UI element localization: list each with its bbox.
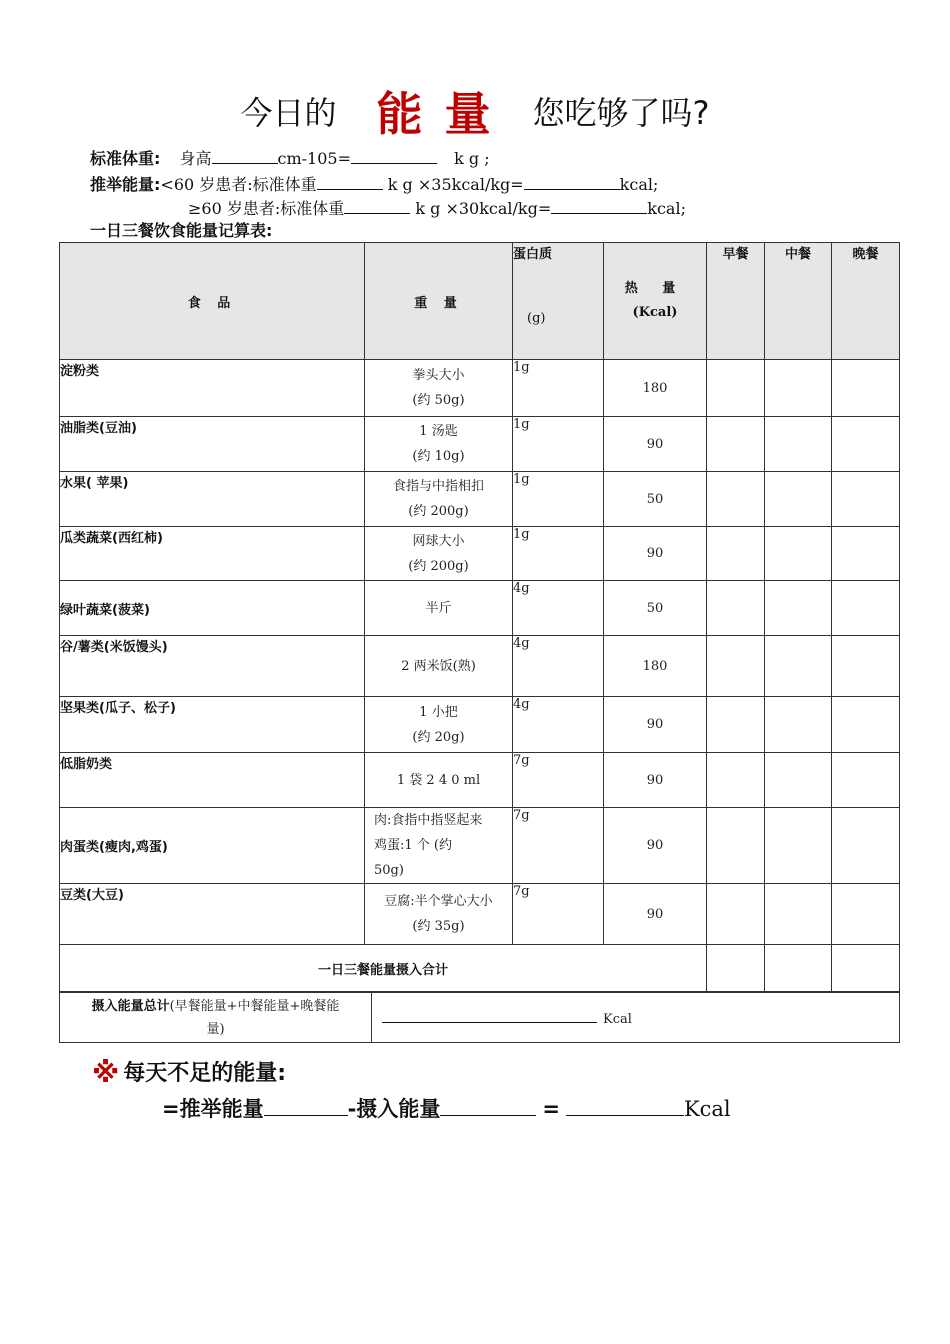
deficit-title-text: 每天不足的能量: xyxy=(123,1061,287,1086)
weight-line-1: 网球大小 xyxy=(412,533,465,549)
protein-cell: 4g xyxy=(513,581,604,636)
header-breakfast: 早餐 xyxy=(707,243,765,360)
title-prefix: 今日的 xyxy=(240,94,337,132)
protein-cell: 1g xyxy=(513,417,604,472)
weight-cell xyxy=(365,360,513,417)
rec-energy-cond-2: ≥60 岁患者:标准体重 xyxy=(188,199,345,218)
deficit-result-blank[interactable] xyxy=(566,1097,684,1116)
dinner-cell[interactable] xyxy=(832,360,900,417)
table-title: 一日三餐饮食能量记算表: xyxy=(90,221,273,240)
weight-line-2: (约 50g) xyxy=(412,393,465,408)
weight-line-1: 1 小把 xyxy=(419,704,458,720)
deficit-unit: Kcal xyxy=(683,1097,731,1121)
height-blank[interactable] xyxy=(212,149,278,164)
protein-cell: 1g xyxy=(513,527,604,581)
table-row xyxy=(60,417,900,472)
deficit-formula xyxy=(162,1093,731,1123)
energy-table xyxy=(59,242,900,992)
intake-total-note-2: 量) xyxy=(206,1021,225,1037)
std-weight-blank[interactable] xyxy=(351,149,437,164)
weight-cell xyxy=(365,581,513,636)
reference-mark-icon: ※ xyxy=(92,1056,120,1089)
lunch-cell[interactable] xyxy=(765,472,832,527)
protein-cell: 4g xyxy=(513,697,604,753)
heat-cell: 50 xyxy=(604,581,707,636)
weight-cell xyxy=(365,808,513,884)
weight-line-2: (约 20g) xyxy=(412,729,465,745)
kcal-blank-2[interactable] xyxy=(551,199,647,214)
lunch-cell[interactable] xyxy=(765,581,832,636)
weight-line-1: 食指与中指相扣 xyxy=(392,479,484,494)
weight-cell xyxy=(365,417,513,472)
breakfast-cell[interactable] xyxy=(707,808,765,884)
deficit-part-3: = xyxy=(542,1097,560,1121)
deficit-title xyxy=(92,1056,286,1089)
weight-line-2: 鸡蛋:1 个 (约 xyxy=(374,838,452,853)
weight-line-2: (约 10g) xyxy=(412,449,465,464)
breakfast-cell[interactable] xyxy=(707,753,765,808)
kcal-blank-1[interactable] xyxy=(524,175,620,190)
table-row xyxy=(60,360,900,417)
std-weight-unit: k g ; xyxy=(454,149,490,168)
dinner-cell[interactable] xyxy=(832,527,900,581)
rec-energy-line-2 xyxy=(188,196,686,219)
intake-total-table xyxy=(59,992,900,1043)
rec-energy-cond-1: <60 岁患者:标准体重 xyxy=(160,175,317,194)
deficit-part-2: -摄入能量 xyxy=(347,1097,441,1121)
heat-cell: 90 xyxy=(604,527,707,581)
title-highlight: 能量 xyxy=(376,87,513,141)
food-cell: 低脂奶类 xyxy=(60,753,365,808)
table-row xyxy=(60,636,900,697)
weight-line-1: 豆腐:半个掌心大小 xyxy=(384,894,493,909)
weight-cell xyxy=(365,697,513,753)
food-cell: 淀粉类 xyxy=(60,360,365,417)
weight-cell xyxy=(365,753,513,808)
protein-cell: 1g xyxy=(513,472,604,527)
weight-cell xyxy=(365,472,513,527)
lunch-total-cell[interactable] xyxy=(765,945,832,992)
protein-cell: 4g xyxy=(513,636,604,697)
dinner-cell[interactable] xyxy=(832,808,900,884)
intake-total-blank[interactable] xyxy=(382,1008,597,1023)
intake-total-value-cell xyxy=(372,993,900,1043)
table-row xyxy=(60,884,900,945)
heat-cell: 180 xyxy=(604,360,707,417)
intake-total-label-cell xyxy=(60,993,372,1043)
lunch-cell[interactable] xyxy=(765,636,832,697)
weight-line-2: (约 35g) xyxy=(412,919,465,934)
header-heat-unit: (Kcal) xyxy=(632,305,678,320)
heat-cell: 90 xyxy=(604,884,707,945)
dinner-cell[interactable] xyxy=(832,697,900,753)
recommended-energy-blank[interactable] xyxy=(264,1097,348,1116)
intake-total-label: 摄入能量总计 xyxy=(91,998,170,1014)
std-weight-formula-text: cm-105= xyxy=(277,149,351,168)
weight-line-1: 半斤 xyxy=(425,600,452,616)
table-row xyxy=(60,697,900,753)
lunch-cell[interactable] xyxy=(765,527,832,581)
std-weight-label: 标准体重: xyxy=(90,149,161,168)
rec-energy-line-1 xyxy=(90,172,658,195)
rec-energy-mid-2: k g ×30kcal/kg= xyxy=(415,199,552,218)
breakfast-cell[interactable] xyxy=(707,527,765,581)
intake-total-unit: Kcal xyxy=(603,1012,632,1027)
table-row xyxy=(60,808,900,884)
dinner-cell[interactable] xyxy=(832,472,900,527)
deficit-part-1: =推举能量 xyxy=(162,1097,264,1121)
std-weight-line xyxy=(90,146,490,169)
dinner-cell[interactable] xyxy=(832,417,900,472)
protein-cell: 7g xyxy=(513,808,604,884)
lunch-cell[interactable] xyxy=(765,884,832,945)
heat-cell: 180 xyxy=(604,636,707,697)
weight-line-2: (约 200g) xyxy=(408,558,469,574)
header-lunch: 中餐 xyxy=(765,243,832,360)
food-cell: 瓜类蔬菜(西红柿) xyxy=(60,527,365,581)
breakfast-cell[interactable] xyxy=(707,581,765,636)
header-weight: 重 量 xyxy=(365,243,513,360)
table-row xyxy=(60,581,900,636)
breakfast-cell[interactable] xyxy=(707,417,765,472)
food-cell: 肉蛋类(瘦肉,鸡蛋) xyxy=(60,808,365,884)
breakfast-cell[interactable] xyxy=(707,472,765,527)
weight-line-1: 1 袋 2 4 0 ml xyxy=(396,772,481,788)
std-weight-height-text: 身高 xyxy=(179,149,212,168)
heat-cell: 90 xyxy=(604,697,707,753)
weight-cell xyxy=(365,636,513,697)
header-protein xyxy=(513,243,604,360)
lunch-cell[interactable] xyxy=(765,808,832,884)
heat-cell: 90 xyxy=(604,417,707,472)
weight-line-1: 拳头大小 xyxy=(412,368,465,383)
food-cell: 谷/薯类(米饭馒头) xyxy=(60,636,365,697)
dinner-cell[interactable] xyxy=(832,581,900,636)
weight-cell xyxy=(365,884,513,945)
title-suffix: 您吃够了吗? xyxy=(532,94,710,132)
lunch-cell[interactable] xyxy=(765,360,832,417)
weight-cell xyxy=(365,527,513,581)
food-cell: 油脂类(豆油) xyxy=(60,417,365,472)
intake-total-note: (早餐能量+中餐能量+晚餐能 xyxy=(169,998,340,1014)
intake-energy-blank[interactable] xyxy=(440,1097,536,1116)
table-row xyxy=(60,527,900,581)
heat-cell: 90 xyxy=(604,753,707,808)
rec-energy-label: 推举能量: xyxy=(90,175,161,194)
header-food: 食 品 xyxy=(60,243,365,360)
total-row xyxy=(60,945,900,992)
weight-line-1: 肉:食指中指竖起来 xyxy=(374,813,483,828)
rec-energy-unit-1: kcal; xyxy=(619,175,659,194)
breakfast-cell[interactable] xyxy=(707,884,765,945)
weight-blank-1[interactable] xyxy=(317,175,383,190)
breakfast-total-cell[interactable] xyxy=(707,945,765,992)
header-dinner: 晚餐 xyxy=(832,243,900,360)
dinner-cell[interactable] xyxy=(832,636,900,697)
weight-blank-2[interactable] xyxy=(344,199,410,214)
weight-line-1: 2 两米饭(熟) xyxy=(401,658,476,674)
weight-line-1: 1 汤匙 xyxy=(419,424,458,439)
header-protein-label: 蛋白质 xyxy=(513,247,553,262)
dinner-total-cell[interactable] xyxy=(832,945,900,992)
dinner-cell[interactable] xyxy=(832,753,900,808)
lunch-cell[interactable] xyxy=(765,753,832,808)
food-cell: 绿叶蔬菜(菠菜) xyxy=(60,581,365,636)
rec-energy-unit-2: kcal; xyxy=(647,199,686,218)
lunch-cell[interactable] xyxy=(765,417,832,472)
food-cell: 豆类(大豆) xyxy=(60,884,365,945)
lunch-cell[interactable] xyxy=(765,697,832,753)
page-title xyxy=(0,78,950,144)
header-heat xyxy=(604,243,707,360)
weight-line-2: (约 200g) xyxy=(408,504,469,519)
breakfast-cell[interactable] xyxy=(707,360,765,417)
protein-cell: 1g xyxy=(513,360,604,417)
breakfast-cell[interactable] xyxy=(707,636,765,697)
protein-cell: 7g xyxy=(513,884,604,945)
header-heat-label: 热 量 xyxy=(624,281,686,296)
header-protein-unit: (g) xyxy=(527,311,546,326)
protein-cell: 7g xyxy=(513,753,604,808)
weight-line-3: 50g) xyxy=(374,863,404,878)
total-row-label: 一日三餐能量摄入合计 xyxy=(60,945,707,992)
breakfast-cell[interactable] xyxy=(707,697,765,753)
food-cell: 水果( 苹果) xyxy=(60,472,365,527)
food-cell: 坚果类(瓜子、松子) xyxy=(60,697,365,753)
table-row xyxy=(60,472,900,527)
heat-cell: 50 xyxy=(604,472,707,527)
heat-cell: 90 xyxy=(604,808,707,884)
table-row xyxy=(60,753,900,808)
dinner-cell[interactable] xyxy=(832,884,900,945)
rec-energy-mid-1: k g ×35kcal/kg= xyxy=(387,175,524,194)
